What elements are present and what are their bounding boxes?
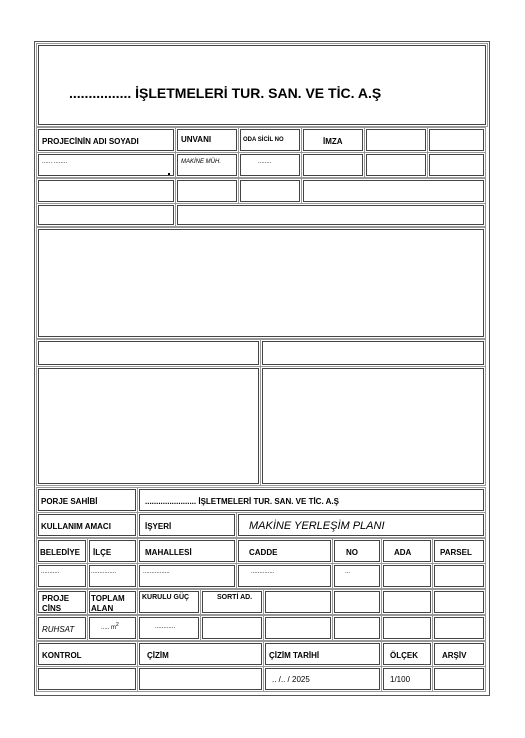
arsiv-value-cell bbox=[434, 668, 484, 690]
guc-header: KURULU GÜÇ bbox=[142, 594, 190, 601]
unvani-header: UNVANI bbox=[181, 135, 212, 144]
no-value-cell bbox=[334, 565, 380, 587]
tarih-value: .. /.. / 2025 bbox=[272, 675, 310, 684]
blank-row3-cell-2 bbox=[177, 180, 237, 202]
split-body-left bbox=[38, 368, 259, 484]
usage-label: KULLANIM AMACI bbox=[41, 522, 111, 531]
alan-value-text: ..... m bbox=[101, 625, 116, 631]
designer-name: ...... ........ bbox=[42, 159, 68, 165]
designer-sign-cell bbox=[303, 154, 363, 176]
no-value: ... bbox=[345, 569, 351, 575]
blank-row3-cell-3 bbox=[240, 180, 300, 202]
olcek-value: 1/100 bbox=[390, 675, 411, 684]
project-extra-cell-4 bbox=[434, 591, 484, 613]
sorti-header: SORTİ AD. bbox=[217, 594, 253, 601]
belediye-header: BELEDİYE bbox=[40, 548, 81, 557]
blank-row4-cell-1 bbox=[38, 205, 174, 225]
no-header: NO bbox=[346, 548, 358, 557]
imza-header: İMZA bbox=[323, 137, 343, 146]
cizim-header: ÇİZİM bbox=[147, 651, 169, 660]
olcek-header: ÖLÇEK bbox=[390, 651, 418, 660]
usage-value: İŞYERİ bbox=[145, 522, 172, 531]
project-extra-cell-2 bbox=[334, 591, 380, 613]
ilce-value: ............... bbox=[91, 569, 117, 575]
ada-value-cell bbox=[383, 565, 431, 587]
designer-name-cell bbox=[38, 154, 174, 176]
project-value-extra-1 bbox=[265, 617, 331, 639]
blank-row3-cell-1 bbox=[38, 180, 174, 202]
owner-label: PORJE SAHİBİ bbox=[41, 497, 98, 506]
cins-header: PROJE CİNS bbox=[42, 594, 70, 613]
sign-cell-1 bbox=[366, 129, 426, 151]
project-extra-cell-1 bbox=[265, 591, 331, 613]
mahalle-header: MAHALLESİ bbox=[145, 548, 192, 557]
sorti-value-cell bbox=[202, 617, 262, 639]
sign-cell-2 bbox=[429, 129, 484, 151]
company-title: ................ İŞLETMELERİ TUR. SAN. VE TİC. A.Ş bbox=[69, 85, 382, 101]
cadde-value: .............. bbox=[251, 569, 275, 575]
plan-name: MAKİNE YERLEŞİM PLANI bbox=[249, 520, 385, 532]
belediye-value: ........... bbox=[41, 569, 60, 575]
arsiv-header: ARŞİV bbox=[442, 651, 467, 660]
projeci-header: PROJECİNİN ADI SOYADI bbox=[42, 137, 139, 146]
designer-extra-cell-2 bbox=[429, 154, 484, 176]
ilce-header: İLÇE bbox=[93, 548, 112, 557]
mahalle-value: ................ bbox=[143, 569, 170, 575]
cadde-header: CADDE bbox=[249, 548, 278, 557]
split-body-right bbox=[262, 368, 484, 484]
owner-value: ....................... İŞLETMELERİ TUR. SAN. VE TİC. A.Ş bbox=[145, 497, 339, 506]
guc-value: ............ bbox=[155, 624, 176, 630]
designer-title-cell bbox=[177, 154, 237, 176]
notes-area bbox=[38, 229, 484, 337]
toplam-header: TOPLAM ALAN bbox=[91, 594, 125, 613]
parsel-header: PARSEL bbox=[440, 548, 472, 557]
designer-oda-cell bbox=[240, 154, 300, 176]
cins-value: RUHSAT bbox=[42, 625, 75, 634]
split-header-right bbox=[262, 341, 484, 365]
project-value-extra-4 bbox=[434, 617, 484, 639]
alan-value bbox=[101, 622, 119, 631]
kontrol-header: KONTROL bbox=[42, 651, 82, 660]
project-value-extra-3 bbox=[383, 617, 431, 639]
cizim-value-cell bbox=[139, 668, 262, 690]
designer-oda-no: ........ bbox=[258, 159, 272, 165]
blank-row4-cell-2 bbox=[177, 205, 484, 225]
split-header-left bbox=[38, 341, 259, 365]
project-extra-cell-3 bbox=[383, 591, 431, 613]
designer-title: MAKİNE MÜH. bbox=[181, 159, 222, 165]
oda-sicil-header: ODA SİCİL NO bbox=[243, 137, 284, 143]
designer-extra-cell-1 bbox=[366, 154, 426, 176]
project-value-extra-2 bbox=[334, 617, 380, 639]
blank-row3-cell-4 bbox=[303, 180, 484, 202]
alan-unit-sup: 2 bbox=[116, 622, 119, 628]
kontrol-value-cell bbox=[38, 668, 136, 690]
ada-header: ADA bbox=[394, 548, 412, 557]
tarih-header: ÇİZİM TARİHİ bbox=[269, 651, 320, 660]
corner-dot bbox=[168, 173, 170, 175]
parsel-value-cell bbox=[434, 565, 484, 587]
